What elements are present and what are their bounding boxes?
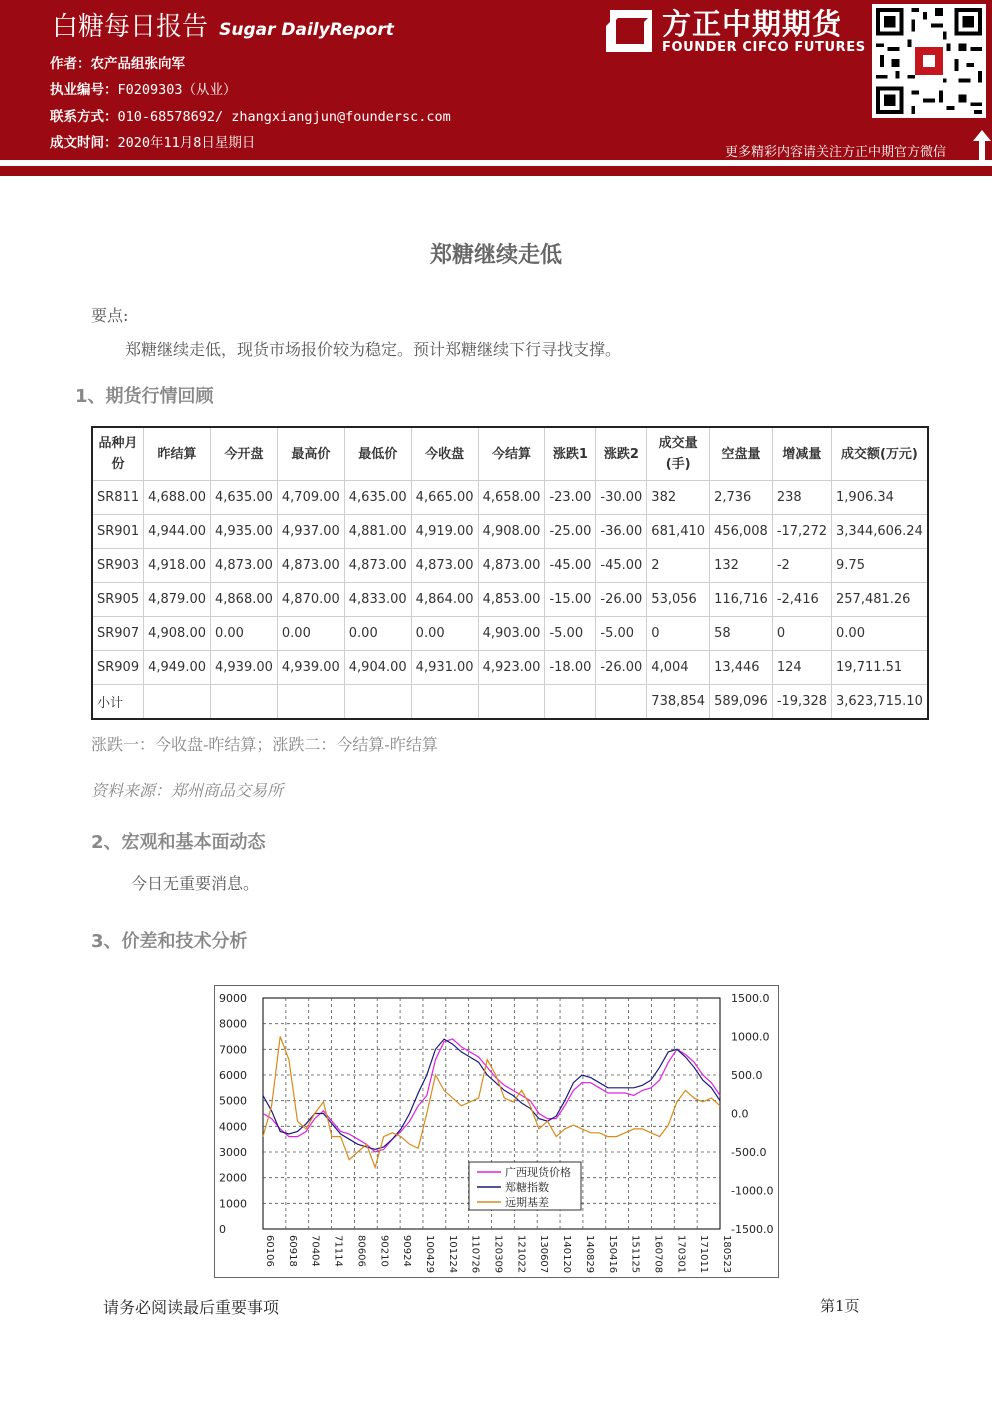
table-cell: 456,008 <box>710 515 773 549</box>
table-cell <box>478 685 545 720</box>
left-axis-tick-label: 0 <box>219 1223 226 1236</box>
wechat-follow-note: 更多精彩内容请关注方正中期官方微信 <box>725 145 947 160</box>
table-cell: 4,864.00 <box>411 583 478 617</box>
table-row <box>92 481 928 515</box>
table-cell: 4,873.00 <box>344 549 411 583</box>
table-cell: -5.00 <box>545 617 596 651</box>
table-cell: 4,665.00 <box>411 481 478 515</box>
right-axis-tick-label: -1500.0 <box>731 1223 774 1236</box>
table-cell: 4,908.00 <box>478 515 545 549</box>
data-source-note: 资料来源：郑州商品交易所 <box>91 781 284 800</box>
x-axis-tick-label: 100429 <box>423 1235 435 1274</box>
table-cell: 4,939.00 <box>211 651 278 685</box>
author-label: 作者： <box>50 56 91 72</box>
left-axis-tick-label: 9000 <box>219 992 247 1005</box>
table-row <box>92 583 928 617</box>
section-heading-macro: 2、宏观和基本面动态 <box>91 832 266 853</box>
table-cell: -5.00 <box>596 617 647 651</box>
contract-cell: SR901 <box>92 515 144 549</box>
contract-cell: SR909 <box>92 651 144 685</box>
macro-text: 今日无重要消息。 <box>131 874 260 893</box>
right-axis-tick-label: 1500.0 <box>731 992 770 1005</box>
contract-cell: SR811 <box>92 481 144 515</box>
table-cell: 681,410 <box>647 515 710 549</box>
report-header <box>0 0 992 160</box>
table-cell <box>211 685 278 720</box>
founder-logo-icon <box>604 8 654 54</box>
left-axis-tick-label: 6000 <box>219 1069 247 1082</box>
table-cell: 4,935.00 <box>211 515 278 549</box>
report-title-en: Sugar DailyReport <box>219 20 394 40</box>
table-cell: 1,906.34 <box>832 481 928 515</box>
table-cell: 4,949.00 <box>144 651 211 685</box>
table-cell: 19,711.51 <box>832 651 928 685</box>
col-header-change2: 涨跌2 <box>596 427 647 481</box>
table-cell: 4,873.00 <box>211 549 278 583</box>
col-header-prev-settle: 昨结算 <box>144 427 211 481</box>
table-cell: 4,635.00 <box>211 481 278 515</box>
table-cell: -18.00 <box>545 651 596 685</box>
author-line <box>50 52 185 72</box>
table-cell: 9.75 <box>832 549 928 583</box>
license-line <box>50 78 237 98</box>
legend-label: 郑糖指数 <box>505 1181 549 1194</box>
table-cell: 2 <box>647 549 710 583</box>
table-cell: 4,658.00 <box>478 481 545 515</box>
col-header-low: 最低价 <box>344 427 411 481</box>
contact-value[interactable]: 010-68578692/ zhangxiangjun@foundersc.com <box>117 109 451 125</box>
table-cell: 4,853.00 <box>478 583 545 617</box>
table-cell: 0.00 <box>411 617 478 651</box>
table-cell: 4,918.00 <box>144 549 211 583</box>
x-axis-tick-label: 180523 <box>721 1235 732 1274</box>
table-row <box>92 651 928 685</box>
table-cell: -26.00 <box>596 651 647 685</box>
col-header-turnover: 成交额(万元) <box>832 427 928 481</box>
col-header-high: 最高价 <box>277 427 344 481</box>
x-axis-tick-label: 80606 <box>355 1235 367 1267</box>
author-value: 农产品组张向军 <box>90 56 185 72</box>
report-title-cn: 白糖每日报告 <box>52 12 209 42</box>
brand-name-cn: 方正中期期货 <box>662 7 843 41</box>
page-number: 第1页 <box>820 1297 860 1315</box>
x-axis-tick-label: 150416 <box>606 1235 618 1274</box>
table-cell: 0.00 <box>211 617 278 651</box>
date-line <box>50 131 255 151</box>
contract-cell: SR907 <box>92 617 144 651</box>
col-header-change1: 涨跌1 <box>545 427 596 481</box>
table-cell: -30.00 <box>596 481 647 515</box>
table-cell: 58 <box>710 617 773 651</box>
table-cell: -26.00 <box>596 583 647 617</box>
table-cell: 132 <box>710 549 773 583</box>
table-cell: 13,446 <box>710 651 773 685</box>
futures-quotes-table <box>91 426 929 720</box>
table-cell <box>545 685 596 720</box>
legend-label: 广西现货价格 <box>505 1166 571 1179</box>
left-axis-tick-label: 8000 <box>219 1017 247 1031</box>
table-row <box>92 685 928 720</box>
table-cell <box>411 685 478 720</box>
arrow-up-icon <box>973 130 991 160</box>
table-cell: 4,868.00 <box>211 583 278 617</box>
table-cell: -15.00 <box>545 583 596 617</box>
left-axis-tick-label: 2000 <box>219 1171 247 1185</box>
col-header-open-interest: 空盘量 <box>710 427 773 481</box>
table-cell: 4,919.00 <box>411 515 478 549</box>
table-cell: 589,096 <box>710 685 773 720</box>
table-cell: 4,937.00 <box>277 515 344 549</box>
table-row <box>92 549 928 583</box>
table-cell: 0 <box>772 617 831 651</box>
col-header-oi-change: 增减量 <box>772 427 831 481</box>
keypoints-label: 要点: <box>91 306 129 325</box>
col-header-volume: 成交量 (手) <box>647 427 710 481</box>
left-axis-tick-label: 7000 <box>219 1043 247 1057</box>
table-cell: 4,904.00 <box>344 651 411 685</box>
table-cell: -17,272 <box>772 515 831 549</box>
license-value: F0209303（从业） <box>117 82 237 98</box>
x-axis-tick-label: 70404 <box>309 1235 321 1267</box>
table-cell: 257,481.26 <box>832 583 928 617</box>
x-axis-tick-label: 60106 <box>264 1235 275 1267</box>
x-axis-tick-label: 140120 <box>561 1235 573 1274</box>
x-axis-tick-label: 160708 <box>652 1235 664 1274</box>
x-axis-tick-label: 90210 <box>378 1235 390 1267</box>
col-header-contract: 品种月 份 <box>92 427 144 481</box>
left-axis-tick-label: 5000 <box>219 1094 247 1108</box>
table-cell: 3,344,606.24 <box>832 515 928 549</box>
x-axis-tick-label: 120309 <box>492 1235 504 1274</box>
left-axis-tick-label: 1000 <box>219 1197 247 1211</box>
date-value: 2020年11月8日星期日 <box>117 135 256 151</box>
table-cell: 0.00 <box>344 617 411 651</box>
x-axis-tick-label: 171011 <box>698 1235 710 1274</box>
x-axis-tick-label: 140829 <box>583 1235 595 1274</box>
right-axis-tick-label: 1000.0 <box>731 1030 770 1044</box>
table-cell: 0 <box>647 617 710 651</box>
table-cell: 53,056 <box>647 583 710 617</box>
table-cell: -45.00 <box>545 549 596 583</box>
table-cell: -2 <box>772 549 831 583</box>
table-cell: 4,923.00 <box>478 651 545 685</box>
table-cell: 4,903.00 <box>478 617 545 651</box>
table-cell: 4,879.00 <box>144 583 211 617</box>
section-heading-futures-review: 1、期货行情回顾 <box>75 386 214 407</box>
col-header-open: 今开盘 <box>211 427 278 481</box>
report-title <box>52 6 394 43</box>
table-cell: 4,944.00 <box>144 515 211 549</box>
left-axis-tick-label: 4000 <box>219 1120 247 1134</box>
date-label: 成文时间： <box>50 135 118 151</box>
table-cell: 4,870.00 <box>277 583 344 617</box>
table-cell: 4,873.00 <box>411 549 478 583</box>
table-row <box>92 515 928 549</box>
x-axis-tick-label: 151125 <box>629 1235 641 1274</box>
table-cell: 0.00 <box>277 617 344 651</box>
x-axis-tick-label: 101224 <box>446 1235 458 1274</box>
table-cell: 3,623,715.10 <box>832 685 928 720</box>
table-header-row <box>92 427 928 481</box>
x-axis-tick-label: 121022 <box>515 1235 527 1274</box>
table-cell: 4,931.00 <box>411 651 478 685</box>
table-body <box>92 481 928 720</box>
right-axis-tick-label: 500.0 <box>731 1069 763 1082</box>
spread-chart <box>214 985 779 1278</box>
table-cell <box>596 685 647 720</box>
legend-label: 远期基差 <box>505 1196 549 1209</box>
license-label: 执业编号： <box>50 82 118 98</box>
col-header-close: 今收盘 <box>411 427 478 481</box>
table-cell: 0.00 <box>832 617 928 651</box>
table-cell: 4,881.00 <box>344 515 411 549</box>
keypoints-text: 郑糖继续走低，现货市场报价较为稳定。预计郑糖继续下行寻找支撑。 <box>125 340 622 359</box>
x-axis-tick-label: 110726 <box>469 1235 481 1274</box>
x-axis-tick-label: 90924 <box>401 1235 413 1267</box>
spread-chart-svg <box>215 986 778 1277</box>
table-cell: 4,873.00 <box>478 549 545 583</box>
table-cell: -19,328 <box>772 685 831 720</box>
table-cell: 4,004 <box>647 651 710 685</box>
x-axis-tick-label: 130607 <box>538 1235 550 1274</box>
document-title: 郑糖继续走低 <box>429 243 562 268</box>
contract-cell: 小计 <box>92 685 144 720</box>
table-cell: -2,416 <box>772 583 831 617</box>
brand-name-en: FOUNDER CIFCO FUTURES <box>662 40 866 55</box>
x-axis-tick-label: 60918 <box>286 1235 298 1267</box>
table-cell: 4,833.00 <box>344 583 411 617</box>
x-axis-tick-label: 71114 <box>332 1235 344 1267</box>
table-row <box>92 617 928 651</box>
contact-label: 联系方式： <box>50 109 118 125</box>
right-axis-tick-label: 0.0 <box>731 1107 749 1121</box>
wechat-qr-code-icon[interactable] <box>872 4 986 118</box>
table-cell <box>144 685 211 720</box>
table-cell: 4,709.00 <box>277 481 344 515</box>
right-axis-tick-label: -1000.0 <box>731 1184 774 1198</box>
table-cell: 238 <box>772 481 831 515</box>
right-axis-tick-label: -500.0 <box>731 1146 767 1159</box>
table-cell: -23.00 <box>545 481 596 515</box>
contact-line <box>50 105 451 125</box>
table-cell: 2,736 <box>710 481 773 515</box>
contract-cell: SR905 <box>92 583 144 617</box>
table-cell: 738,854 <box>647 685 710 720</box>
change-definition-note: 涨跌一：今收盘-昨结算；涨跌二：今结算-昨结算 <box>91 735 438 754</box>
header-divider-bar <box>0 166 992 176</box>
table-cell: 4,939.00 <box>277 651 344 685</box>
table-cell: 4,873.00 <box>277 549 344 583</box>
disclaimer-footer: 请务必阅读最后重要事项 <box>103 1298 280 1317</box>
x-axis-tick-label: 170301 <box>675 1235 687 1274</box>
table-cell: 382 <box>647 481 710 515</box>
table-cell: 4,688.00 <box>144 481 211 515</box>
table-cell <box>277 685 344 720</box>
table-cell: 4,635.00 <box>344 481 411 515</box>
table-cell: 4,908.00 <box>144 617 211 651</box>
section-heading-spread: 3、价差和技术分析 <box>91 931 248 952</box>
col-header-settle: 今结算 <box>478 427 545 481</box>
left-axis-tick-label: 3000 <box>219 1146 247 1159</box>
table-cell <box>344 685 411 720</box>
table-cell: 116,716 <box>710 583 773 617</box>
contract-cell: SR903 <box>92 549 144 583</box>
table-cell: 124 <box>772 651 831 685</box>
table-cell: -25.00 <box>545 515 596 549</box>
table-cell: -45.00 <box>596 549 647 583</box>
table-cell: -36.00 <box>596 515 647 549</box>
